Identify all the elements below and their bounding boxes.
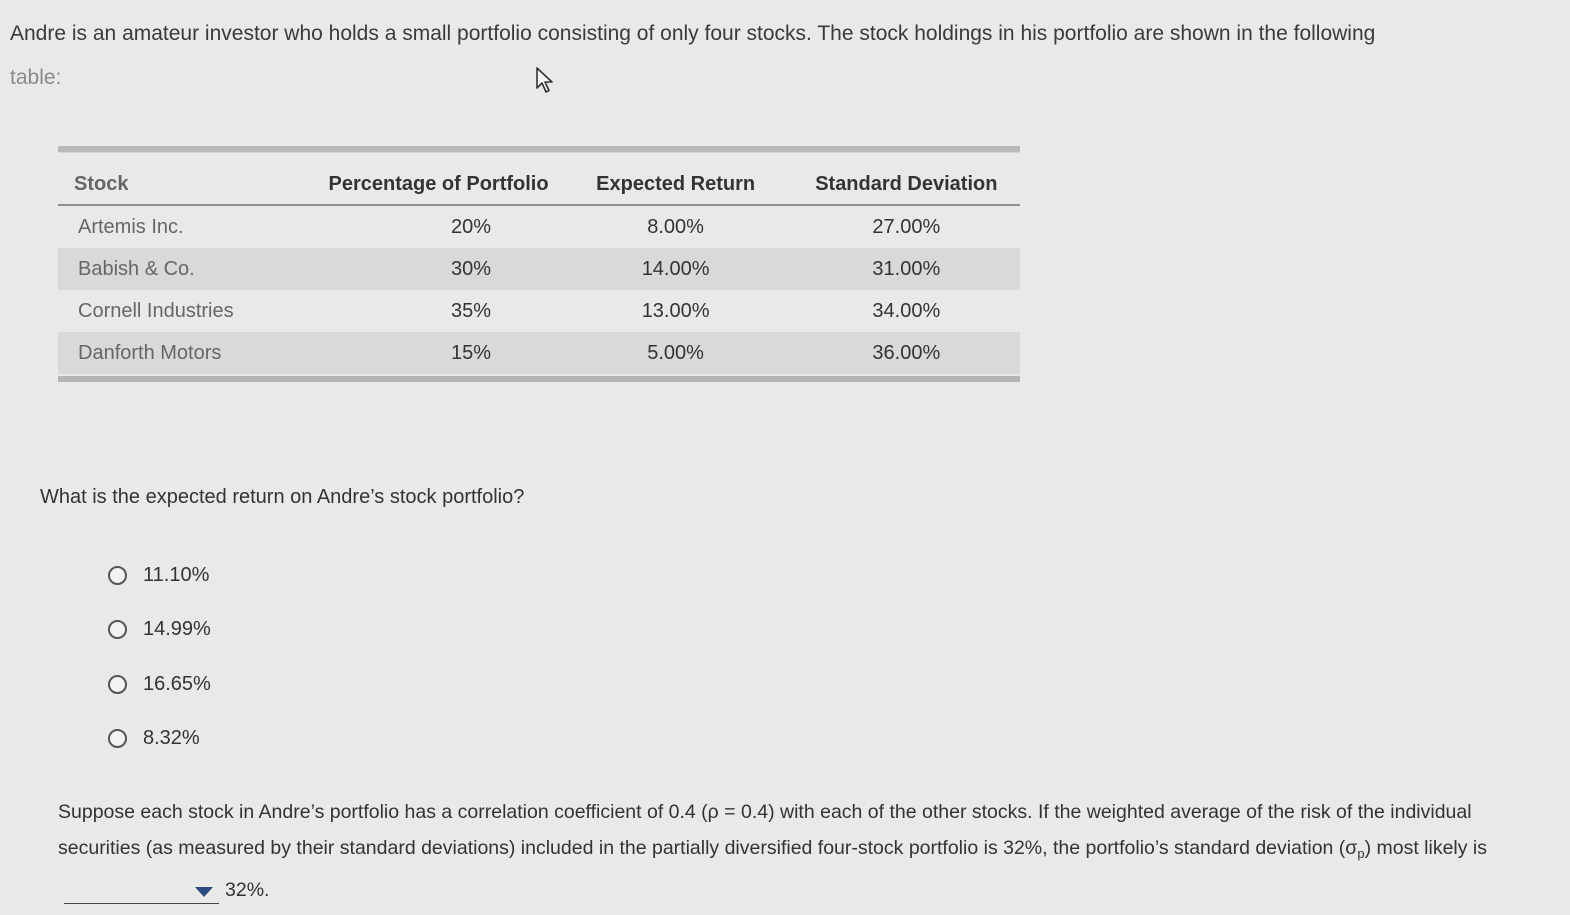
table-top-rule: [58, 146, 1020, 153]
answer-options: [108, 548, 211, 766]
header-expected-return: Expected Return: [559, 153, 793, 205]
radio-button-icon[interactable]: [108, 729, 127, 748]
header-standard-deviation: Standard Deviation: [793, 153, 1020, 205]
table-row: [58, 248, 1020, 290]
cell-standard-deviation: 31.00%: [793, 248, 1020, 290]
cell-standard-deviation: 36.00%: [793, 332, 1020, 374]
comparison-dropdown[interactable]: [64, 879, 219, 904]
cell-percentage: 35%: [450, 299, 492, 322]
followup-text-middle: ) most likely is: [1364, 837, 1488, 859]
cell-percentage: 20%: [450, 215, 492, 238]
table-row: [58, 290, 1020, 332]
radio-button-icon[interactable]: [108, 566, 127, 585]
cell-percentage: 15%: [273, 332, 558, 374]
intro-sentence: Andre is an amateur investor who holds a small portfolio consisting of only four stocks. The stock holdings in his portfolio are shown in the following: [10, 22, 1376, 45]
cell-standard-deviation: 34.00%: [872, 299, 941, 322]
sigma-subscript: p: [1357, 846, 1365, 861]
cell-stock: Artemis Inc.: [78, 215, 184, 238]
followup-text-after: 32%.: [225, 879, 270, 901]
table-bottom-rule: [58, 376, 1020, 382]
header-stock: Stock: [58, 153, 273, 205]
answer-option-label: 11.10%: [143, 563, 210, 586]
mouse-pointer-icon: [535, 66, 557, 94]
cell-stock: Danforth Motors: [58, 332, 273, 374]
answer-option[interactable]: [108, 712, 211, 767]
cell-stock: Babish & Co.: [58, 248, 273, 290]
radio-button-icon[interactable]: [108, 675, 127, 694]
intro-text: [10, 12, 1525, 100]
cell-percentage: 30%: [273, 248, 558, 290]
cell-expected-return: 14.00%: [559, 248, 793, 290]
table-row: [58, 205, 1020, 248]
answer-option[interactable]: [108, 603, 211, 658]
followup-question: [58, 794, 1518, 908]
radio-button-icon[interactable]: [108, 620, 127, 639]
cell-expected-return: 5.00%: [559, 332, 793, 374]
cell-expected-return: 13.00%: [641, 299, 710, 322]
intro-continuation: table:: [10, 66, 62, 89]
holdings-table: [58, 153, 1020, 374]
header-percentage: Percentage of Portfolio: [273, 153, 558, 205]
cell-stock: Cornell Industries: [78, 299, 234, 322]
answer-option-label: 8.32%: [143, 727, 200, 750]
question-text: What is the expected return on Andre’s stock portfolio?: [40, 486, 525, 508]
cell-expected-return: 8.00%: [647, 215, 704, 238]
table-header-row: [58, 153, 1020, 205]
followup-text-before: Suppose each stock in Andre’s portfolio has a correlation coefficient of 0.4 (ρ = 0.4) with each of the other stocks. If the weighted average of the risk of the individual securities (as measured by their standard deviations) included in the partially diversified four-stock portfolio is 32%, the portfolio’s standard deviation (σ: [58, 801, 1472, 859]
table-row: [58, 332, 1020, 374]
cell-standard-deviation: 27.00%: [872, 215, 941, 238]
holdings-table-container: [58, 146, 1020, 382]
answer-option[interactable]: [108, 548, 211, 603]
answer-option[interactable]: [108, 657, 211, 712]
answer-option-label: 14.99%: [143, 618, 211, 641]
triangle-down-icon: [195, 887, 213, 897]
answer-option-label: 16.65%: [143, 672, 211, 695]
